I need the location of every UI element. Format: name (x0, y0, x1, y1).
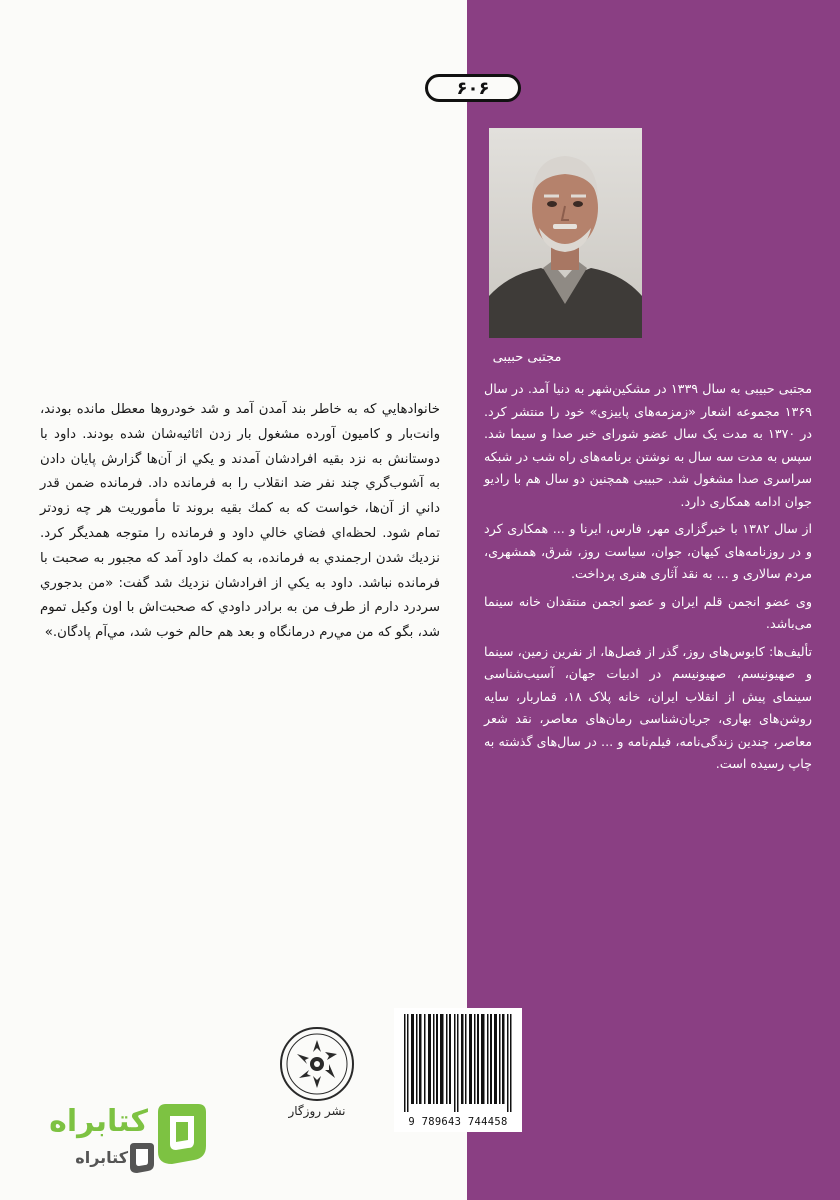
publisher-name: نشر روزگار (288, 1104, 346, 1118)
book-excerpt (40, 398, 440, 646)
watermark-sub-text: کتابراه (75, 1148, 128, 1167)
series-number: ۶۰۶ (456, 77, 490, 99)
bio-paragraph: از سال ۱۳۸۲ با خبرگزاری مهر، فارس، ایرنا و ... همکاری کرد و در روزنامه‌های کیهان، جوان، سیاست روز، شرق، همشهری، مردم سالاری و ... به نقد آثاری هنری پرداخت. (484, 521, 812, 581)
barcode (394, 1008, 522, 1132)
author-photo (489, 128, 642, 338)
watermark (34, 1102, 214, 1188)
watermark-small-book-icon (128, 1142, 156, 1174)
watermark-main-text: کتابراه (49, 1104, 148, 1139)
excerpt-paragraph: خانوادهايي كه به خاطر بند آمدن آمد و شد خودروها معطل مانده بودند، وانت‌بار و كاميون آورده مشغول بار زدن اثاثيه‌شان شده بودند. داود با دوستانش به نزد بقيه افرادشان آمدند و يكي از آن‌ها گزارش پايان دادن به آشوب‌گري چند نفر ضد انقلاب را به فرمانده داد. فرمانده ضمن قدر داني از آن‌ها، خواست كه به كمك بقيه بروند تا مأموريت هر چه زودتر تمام شود. لحظه‌اي فضاي خالي داود و فرمانده را متوجه همديگر كرد. نزديك شدن ارجمندي به فرمانده، به كمك داود آمد كه مجبور به صحبت با فرمانده نباشد. داود به يكي از افرادشان نزديك شد گفت: «من بدجوري سردرد دارم از طرف من به برادر داودي كه صحبت‌اش با اون وكيل تموم شد، بگو كه من مي‌رم درمانگاه و بعد هم حالم خوب شد، مي‌آم پادگان.» (40, 402, 440, 641)
bio-paragraph: تألیف‌ها: کابوس‌های روز، گذر از فصل‌ها، از نفرین زمین، سینما و صهیونیسم، صهیونیسم در ادبیات جهان، آسیب‌شناسی سینمای پیش از انقلاب ایران، خانه پلاک ۱۸، قماربار، سایه روشن‌های بهاری، جریان‌شناسی رمان‌های معاصر، نقد شعر معاصر، چندین زندگی‌نامه، فیلم‌نامه و ... در سال‌های گذشته به چاپ رسیده است. (484, 643, 812, 771)
bio-paragraph: وی عضو انجمن قلم ایران و عضو انجمن منتقدان خانه سینما می‌باشد. (484, 593, 812, 631)
publisher-logo-icon (279, 1026, 355, 1102)
author-name: مجتبی حبیبی (492, 350, 562, 365)
isbn-number: 9 789643 744458 (408, 1116, 508, 1128)
person-photo (489, 128, 642, 338)
watermark-book-icon (154, 1102, 210, 1164)
series-number-badge (425, 74, 521, 102)
barcode-icon (402, 1014, 514, 1112)
author-bio (484, 378, 812, 781)
bio-paragraph: مجتبی حبیبی به سال ۱۳۳۹ در مشکین‌شهر به دنیا آمد. در سال ۱۳۶۹ مجموعه اشعار «زمزمه‌های پاییزی» خود را منتشر کرد. در ۱۳۷۰ به مدت یک سال عضو شورای خبر صدا و سیما شد. سپس به مدت سه سال به نوشتن برنامه‌های راه شب در شبکه سراسری صدا مشغول شد. حبیبی همچنین دو سال هم با رادیو جوان ادامه همکاری دارد. (484, 381, 812, 509)
